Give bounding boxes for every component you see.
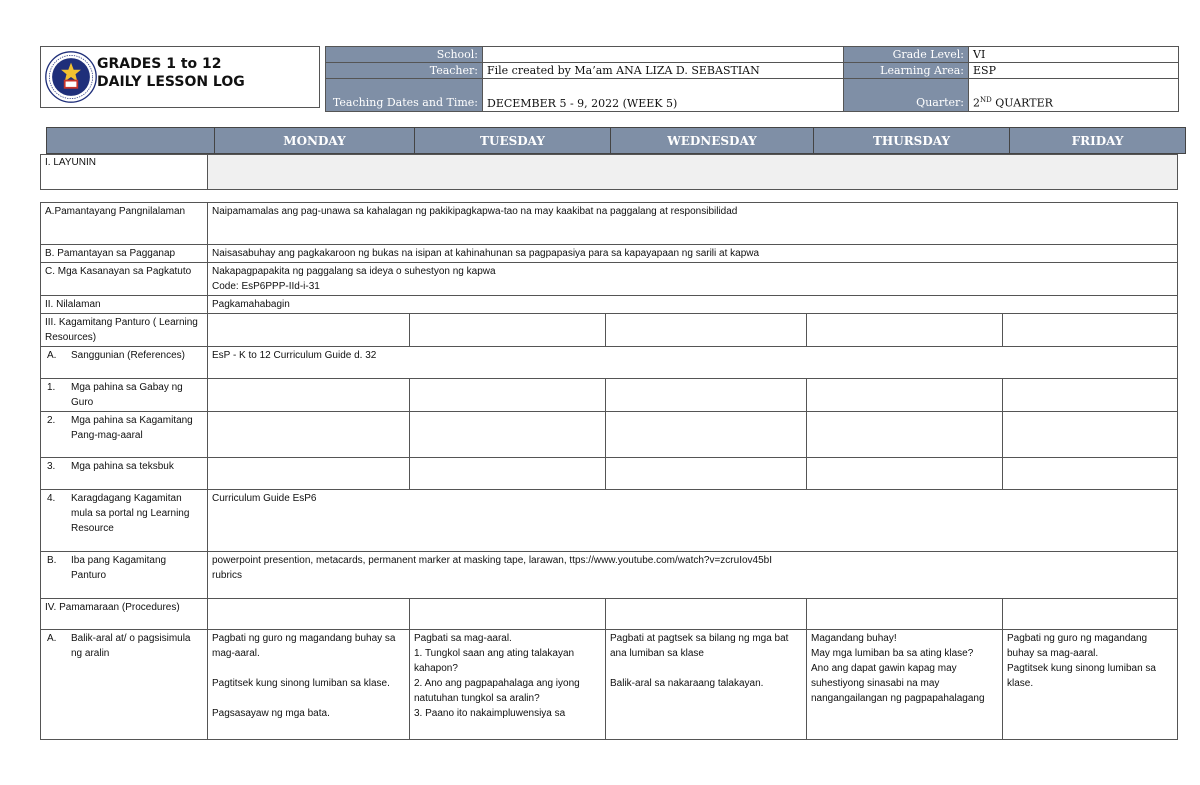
karagdagang-value: Curriculum Guide EsP6 — [208, 490, 1178, 552]
teacher-value: File created by Ma’am ANA LIZA D. SEBASTIAN — [483, 63, 844, 79]
layunin-value — [208, 155, 1178, 190]
karagdagang-label: 4. Karagdagang Kagamitan mula sa portal ng Learning Resource — [41, 490, 208, 552]
grade-level-value: VI — [969, 47, 1179, 63]
kagamitan-label: III. Kagamitang Panturo ( Learning Resources) — [41, 314, 208, 347]
pamantayang-pangnilalaman-value: Naipamamalas ang pag-unawa sa kahalagan ng pakikipagkapwa-tao na may kaakibat na paggalang at responsibilidad — [208, 203, 1178, 245]
quarter-value: 2ND QUARTER — [969, 79, 1179, 112]
layunin-label: I. LAYUNIN — [41, 155, 208, 190]
day-tuesday: TUESDAY — [415, 128, 611, 154]
pamantayan-pagganap-label: B. Pamantayan sa Pagganap — [41, 245, 208, 263]
day-friday: FRIDAY — [1010, 128, 1186, 154]
table-row — [41, 458, 1178, 490]
table-row — [41, 314, 1178, 347]
sanggunian-value: EsP - K to 12 Curriculum Guide d. 32 — [208, 347, 1178, 379]
balik-aral-thursday: Magandang buhay! May mga lumiban ba sa ating klase? Ano ang dapat gawin kapag may suhestiyong sinasabi na may nangangailangan ng pagpapahalagang — [807, 630, 1003, 740]
pamamaraan-label: IV. Pamamaraan (Procedures) — [41, 599, 208, 630]
balik-aral-label: A. Balik-aral at/ o pagsisimula ng aralin — [41, 630, 208, 740]
teaching-dates-value: DECEMBER 5 - 9, 2022 (WEEK 5) — [483, 79, 844, 112]
quarter-label: Quarter: — [844, 79, 969, 112]
header-info-table — [325, 46, 1179, 112]
table-row — [41, 599, 1178, 630]
balik-aral-monday: Pagbati ng guro ng magandang buhay sa mag-aaral. Pagtitsek kung sinong lumiban sa klase. Pagsasayaw ng mga bata. — [208, 630, 410, 740]
blank-header-cell — [47, 128, 215, 154]
teacher-label: Teacher: — [326, 63, 483, 79]
kasanayan-label: C. Mga Kasanayan sa Pagkatuto — [41, 263, 208, 296]
balik-aral-tuesday: Pagbati sa mag-aaral. 1. Tungkol saan ang ating talakayan kahapon? 2. Ano ang pagpapahalaga ang iyong natutuhan tungkol sa aralin? 3. Paano ito nakaimpluwensiya sa — [410, 630, 606, 740]
table-row — [41, 347, 1178, 379]
balik-aral-wednesday: Pagbati at pagtsek sa bilang ng mga bat ana lumiban sa klase Balik-aral sa nakaraang talakayan. — [606, 630, 807, 740]
day-monday: MONDAY — [215, 128, 415, 154]
table-row — [41, 630, 1178, 740]
table-row — [41, 490, 1178, 552]
lesson-log-table — [40, 202, 1178, 740]
iba-pang-label: B. Iba pang Kagamitang Panturo — [41, 552, 208, 599]
grade-level-label: Grade Level: — [844, 47, 969, 63]
pamantayang-pangnilalaman-label: A.Pamantayang Pangnilalaman — [41, 203, 208, 245]
header-title-box — [40, 46, 320, 108]
iba-pang-value: powerpoint presention, metacards, permanent marker at masking tape, larawan, ttps://www.youtube.com/watch?v=zcruIov45bI rubrics — [208, 552, 1178, 599]
nilalaman-value: Pagkamahabagin — [208, 296, 1178, 314]
doc-title-line1: GRADES 1 to 12 — [97, 56, 222, 72]
gabay-label: 1. Mga pahina sa Gabay ng Guro — [41, 379, 208, 412]
table-row — [41, 379, 1178, 412]
table-row — [41, 412, 1178, 458]
table-row — [41, 263, 1178, 296]
sanggunian-label: A. Sanggunian (References) — [41, 347, 208, 379]
pamantayan-pagganap-value: Naisasabuhay ang pagkakaroon ng bukas na isipan at kahinahunan sa pagpapasiya para sa kapayapaan ng sarili at kapwa — [208, 245, 1178, 263]
day-thursday: THURSDAY — [814, 128, 1010, 154]
layunin-section — [40, 154, 1178, 190]
learning-area-label: Learning Area: — [844, 63, 969, 79]
school-label: School: — [326, 47, 483, 63]
day-wednesday: WEDNESDAY — [611, 128, 814, 154]
nilalaman-label: II. Nilalaman — [41, 296, 208, 314]
teksbuk-label: 3. Mga pahina sa teksbuk — [41, 458, 208, 490]
school-value — [483, 47, 844, 63]
table-row — [41, 203, 1178, 245]
kasanayan-value: Nakapagpapakita ng paggalang sa ideya o suhestyon ng kapwa Code: EsP6PPP-IId-i-31 — [208, 263, 1178, 296]
deped-seal-icon — [44, 50, 98, 104]
table-row — [41, 245, 1178, 263]
weekday-header — [46, 127, 1186, 154]
learning-area-value: ESP — [969, 63, 1179, 79]
kagamitang-mag-aaral-label: 2. Mga pahina sa Kagamitang Pang-mag-aaral — [41, 412, 208, 458]
table-row — [41, 296, 1178, 314]
balik-aral-friday: Pagbati ng guro ng magandang buhay sa mag-aaral. Pagtitsek kung sinong lumiban sa klase. — [1003, 630, 1178, 740]
doc-title-line2: DAILY LESSON LOG — [97, 74, 245, 90]
teaching-dates-label: Teaching Dates and Time: — [326, 79, 483, 112]
table-row — [41, 552, 1178, 599]
